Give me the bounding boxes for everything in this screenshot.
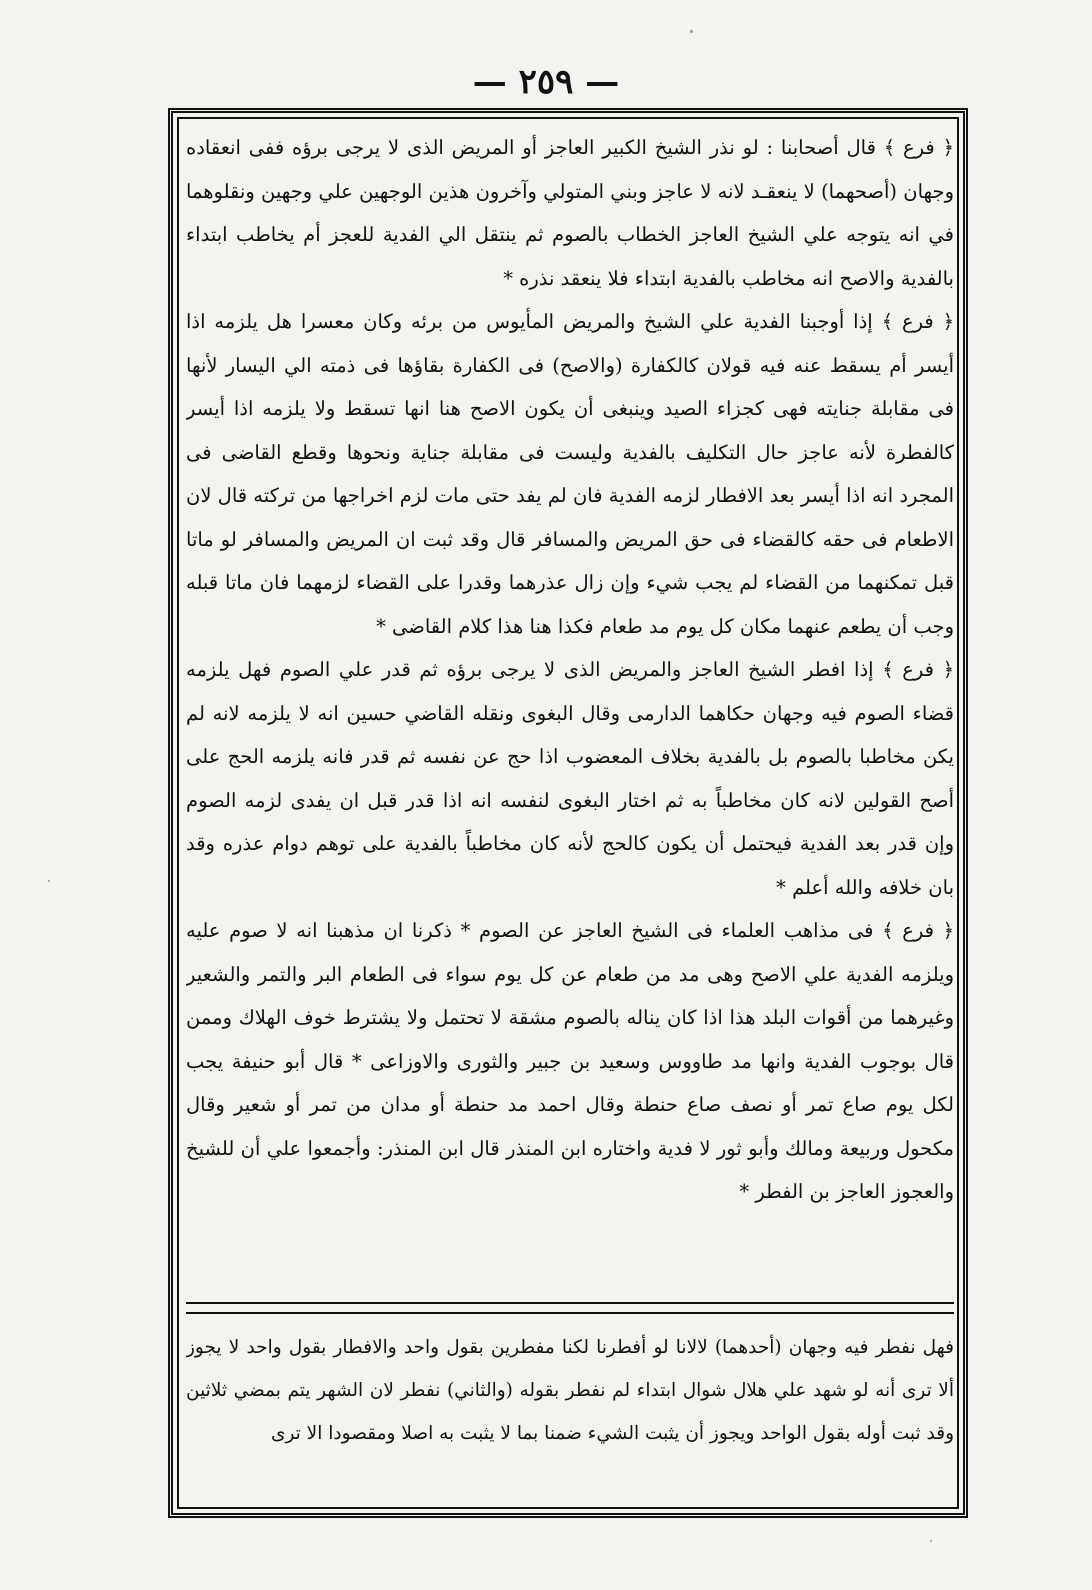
paper-speck — [930, 1540, 932, 1542]
page-number: — ٢٥٩ — — [472, 62, 620, 102]
footnote-divider-top — [186, 1302, 954, 1304]
main-text-body — [186, 126, 954, 1300]
paragraph-scholars-opinions: ﴿ فرع ﴾ فى مذاهب العلماء فى الشيخ العاجز عن الصوم * ذكرنا ان مذهبنا انه لا صوم عليه ويلزمه الفدية علي الاصح وهى مد من طعام عن كل يوم سواء فى الطعام البر والتمر والشعير وغيرهما من أقوات البلد هذا اذا كان يناله بالصوم مشقة لا تحتمل ولا يشترط خوف الهلاك وممن قال بوجوب الفدية وانها مد طاووس وسعيد بن جبير والثورى والاوزاعى * قال أبو حنيفة يجب لكل يوم صاع تمر أو نصف صاع حنطة وقال احمد مد حنطة أو مدان من تمر أو شعير وقال مكحول وربيعة ومالك وأبو ثور لا فدية واختاره ابن المنذر قال ابن المنذر: وأجمعوا علي أن للشيخ والعجوز العاجز بن الفطر * — [186, 919, 954, 1203]
paragraph-regained-ability: ﴿ فرع ﴾ إذا افطر الشيخ العاجز والمريض الذى لا يرجى برؤه ثم قدر علي الصوم فهل يلزمه قضاء الصوم فيه وجهان حكاهما الدارمى وقال البغوى ونقله القاضي حسين انه لا يلزمه لانه لم يكن مخاطبا بالصوم بل بالفدية بخلاف المعضوب اذا حج عن نفسه ثم قدر فانه يلزمه الحج على أصح القولين لانه كان مخاطباً به ثم اختار البغوى لنفسه انه اذا قدر قبل ان يفدى لزمه الصوم وإن قدر بعد الفدية فيحتمل أن يكون كالحج لأنه كان مخاطباً بالفدية على توهم دوام عذره وقد بان خلافه والله أعلم * — [186, 658, 954, 899]
footnote-text: فهل نفطر فيه وجهان (أحدهما) لالانا لو أفطرنا لكنا مفطرين بقول واحد والافطار بقول واحد لا يجوز ألا ترى أنه لو شهد علي هلال شوال ابتداء لم نفطر بقوله (والثاني) نفطر لان الشهر يتم بمضي ثلاثين وقد ثبت أوله بقول الواحد ويجوز أن يثبت الشيء ضمنا بما لا يثبت به اصلا ومقصودا الا ترى — [186, 1337, 954, 1444]
paper-speck — [690, 30, 693, 33]
paper-speck — [48, 880, 50, 882]
paragraph-vow-of-elderly: ﴿ فرع ﴾ قال أصحابنا : لو نذر الشيخ الكبير العاجز أو المريض الذى لا يرجى برؤه ففى انعقاده وجهان (أصحهما) لا ينعقـد لانه لا عاجز وبني المتولي وآخرون هذين الوجهين علي وجهين ونقلوهما في انه يتوجه علي الشيخ العاجز الخطاب بالصوم ثم ينتقل الي الفدية للعجز أم يخاطب ابتداء بالفدية والاصح انه مخاطب بالفدية ابتداء فلا ينعقد نذره * — [186, 136, 954, 290]
footnote-divider-bottom — [186, 1312, 954, 1314]
paragraph-ransom-insolvent: ﴿ فرع ﴾ إذا أوجبنا الفدية علي الشيخ والمريض المأيوس من برئه وكان معسرا هل يلزمه اذا أيسر أم يسقط عنه فيه قولان كالكفارة (والاصح) فى الكفارة بقاؤها فى ذمته الي اليسار لأنها فى مقابلة جنايته فهى كجزاء الصيد وينبغى أن يكون الاصح هنا انها تسقط ولا يلزمه اذا أيسر كالفطرة لأنه عاجز حال التكليف بالفدية وليست فى مقابلة جناية ونحوها وقطع القاضى فى المجرد انه اذا أيسر بعد الافطار لزمه الفدية فان لم يفد حتى مات لزم اخراجها من تركته قال لان الاطعام فى حقه كالقضاء فى حق المريض والمسافر قال وقد ثبت ان المريض والمسافر لو ماتا قبل تمكنهما من القضاء لم يجب شيء وإن زال عذرهما وقدرا على القضاء لزمهما فان ماتا قبله وجب أن يطعم عنهما مكان كل يوم مد طعام فكذا هنا هذا كلام القاضى * — [186, 310, 954, 638]
